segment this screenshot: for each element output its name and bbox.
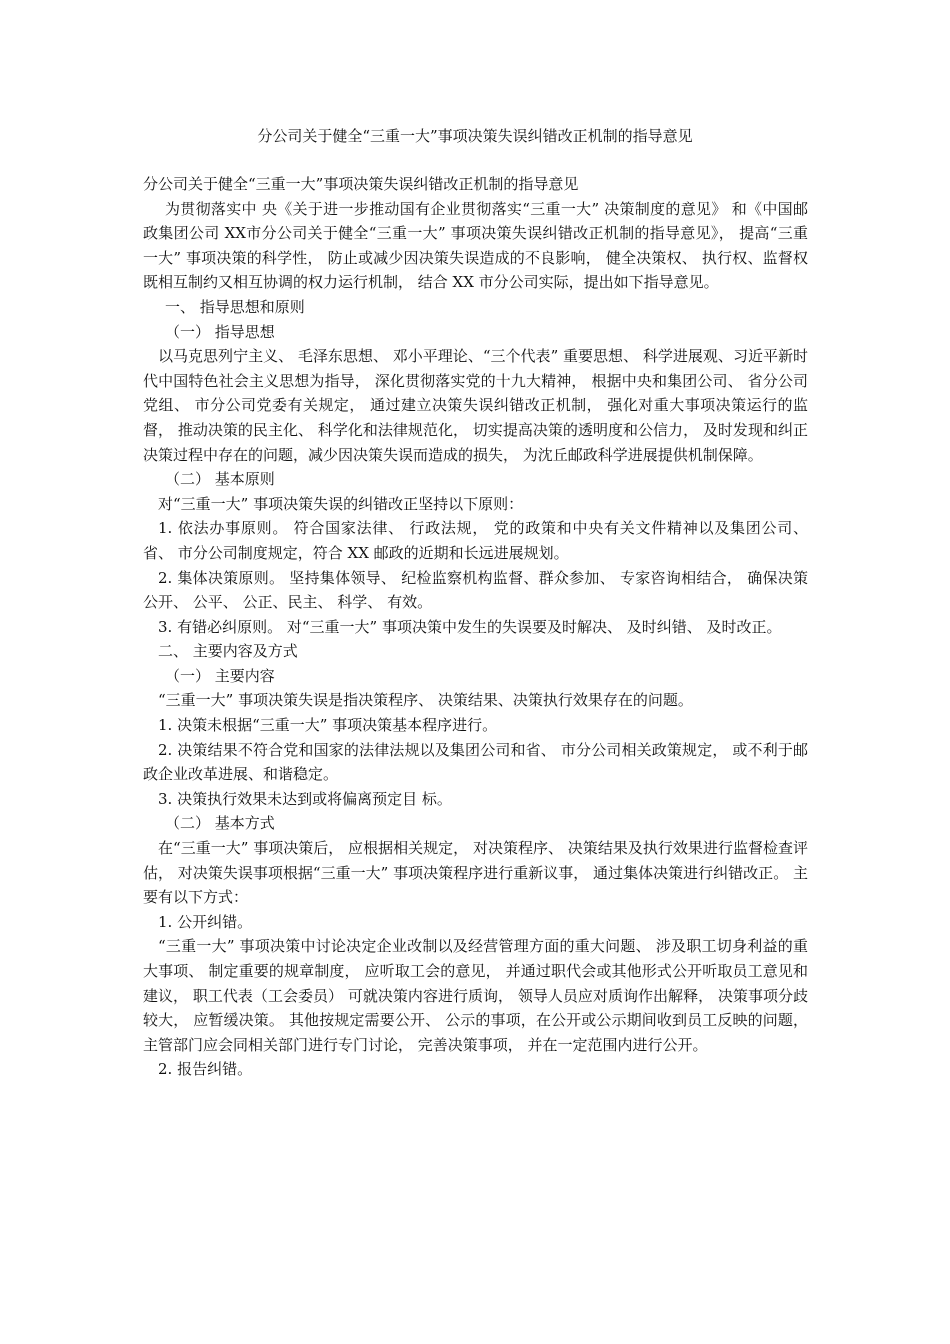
list-item-method-1: 1. 公开纠错。 bbox=[158, 912, 253, 931]
list-item-content-3: 3. 决策执行效果未达到或将偏离预定目 标。 bbox=[158, 789, 452, 808]
paragraph-public-correction: “三重一大” 事项决策中讨论决定企业改制以及经营管理方面的重大问题、 涉及职工切身利益的重大事项、 制定重要的规章制度， 应听取工会的意见， 并通过职代会或其他形式公开听取员工意见和建议， 职工代表（工会委员） 可就决策内容进行质询， 领导人员应对质询作出解释， 决策事项分歧较大， 应暂缓决策。 其他按规定需要公开、 公示的事项，在公开或公示期间收到员工反映的问题， 主管部门应会同相关部门进行专门讨论， 完善决策事项， 并在一定范围内进行公开。 bbox=[143, 937, 808, 1054]
section-heading-1: 一、 指导思想和原则 bbox=[165, 297, 305, 316]
section-heading-2: 二、 主要内容及方式 bbox=[158, 642, 298, 661]
paragraph-methods-intro: 在“三重一大” 事项决策后， 应根据相关规定， 对决策程序、 决策结果及执行效果进行监督检查评估， 对决策失误事项根据“三重一大” 事项决策程序进行重新议事， 通过集体决策进行纠错改正。 主要有以下方式： bbox=[143, 839, 808, 907]
body-heading: 分公司关于健全“三重一大”事项决策失误纠错改正机制的指导意见 bbox=[143, 175, 579, 193]
paragraph-content-intro: “三重一大” 事项决策失误是指决策程序、 决策结果、决策执行效果存在的问题。 bbox=[158, 691, 693, 710]
list-item-method-2: 2. 报告纠错。 bbox=[158, 1060, 253, 1079]
subsection-heading-1-1: （一） 指导思想 bbox=[165, 322, 275, 341]
subsection-heading-2-2: （二） 基本方式 bbox=[165, 814, 275, 833]
list-item-content-1: 1. 决策未根据“三重一大” 事项决策基本程序进行。 bbox=[158, 716, 498, 735]
paragraph-principles-intro: 对“三重一大” 事项决策失误的纠错改正坚持以下原则： bbox=[158, 494, 524, 513]
subsection-heading-1-2: （二） 基本原则 bbox=[165, 470, 275, 489]
subsection-heading-2-1: （一） 主要内容 bbox=[165, 666, 275, 685]
paragraph-guiding-thought: 以马克思列宁主义、 毛泽东思想、 邓小平理论、“三个代表” 重要思想、 科学进展观、习近平新时代中国特色社会主义思想为指导， 深化贯彻落实党的十九大精神， 根据中央和集团公司、 省分公司党组、 市分公司党委有关规定， 通过建立决策失误纠错改正机制， 强化对重大事项决策运行的监督， 推动决策的民主化、 科学化和法律规范化， 切实提高决策的透明度和公信力， 及时发现和纠正决策过程中存在的问题，减少因决策失误而造成的损失， 为沈丘邮政科学进展提供机制保障。 bbox=[143, 347, 808, 464]
paragraph-preamble: 为贯彻落实中 央《关于进一步推动国有企业贯彻落实“三重一大” 决策制度的意见》 和《中国邮政集团公司 XX市分公司关于健全“三重一大” 事项决策失误纠错改正机制的指导意见》， 提高“三重一大” 事项决策的科学性， 防止或减少因决策失误造成的不良影响， 健全决策权、 执行权、监督权既相互制约又相互协调的权力运行机制， 结合 XX 市分公司实际，提出如下指导意见。 bbox=[143, 199, 808, 292]
document-body bbox=[143, 172, 808, 1082]
list-item-principle-2: 2. 集体决策原则。 坚持集体领导、 纪检监察机构监督、群众参加、 专家咨询相结合， 确保决策公开、 公平、 公正、民主、 科学、 有效。 bbox=[143, 568, 808, 612]
document-title: 分公司关于健全“三重一大”事项决策失误纠错改正机制的指导意见 bbox=[257, 127, 693, 145]
list-item-content-2: 2. 决策结果不符合党和国家的法律法规以及集团公司和省、 市分公司相关政策规定， 或不利于邮政企业改革进展、和谐稳定。 bbox=[143, 740, 808, 784]
list-item-principle-3: 3. 有错必纠原则。 对“三重一大” 事项决策中发生的失误要及时解决、 及时纠错、 及时改正。 bbox=[158, 617, 782, 636]
list-item-principle-1: 1. 依法办事原则。 符合国家法律、 行政法规， 党的政策和中央有关文件精神以及集团公司、 省、 市分公司制度规定，符合 XX 邮政的近期和长远进展规划。 bbox=[143, 519, 808, 562]
